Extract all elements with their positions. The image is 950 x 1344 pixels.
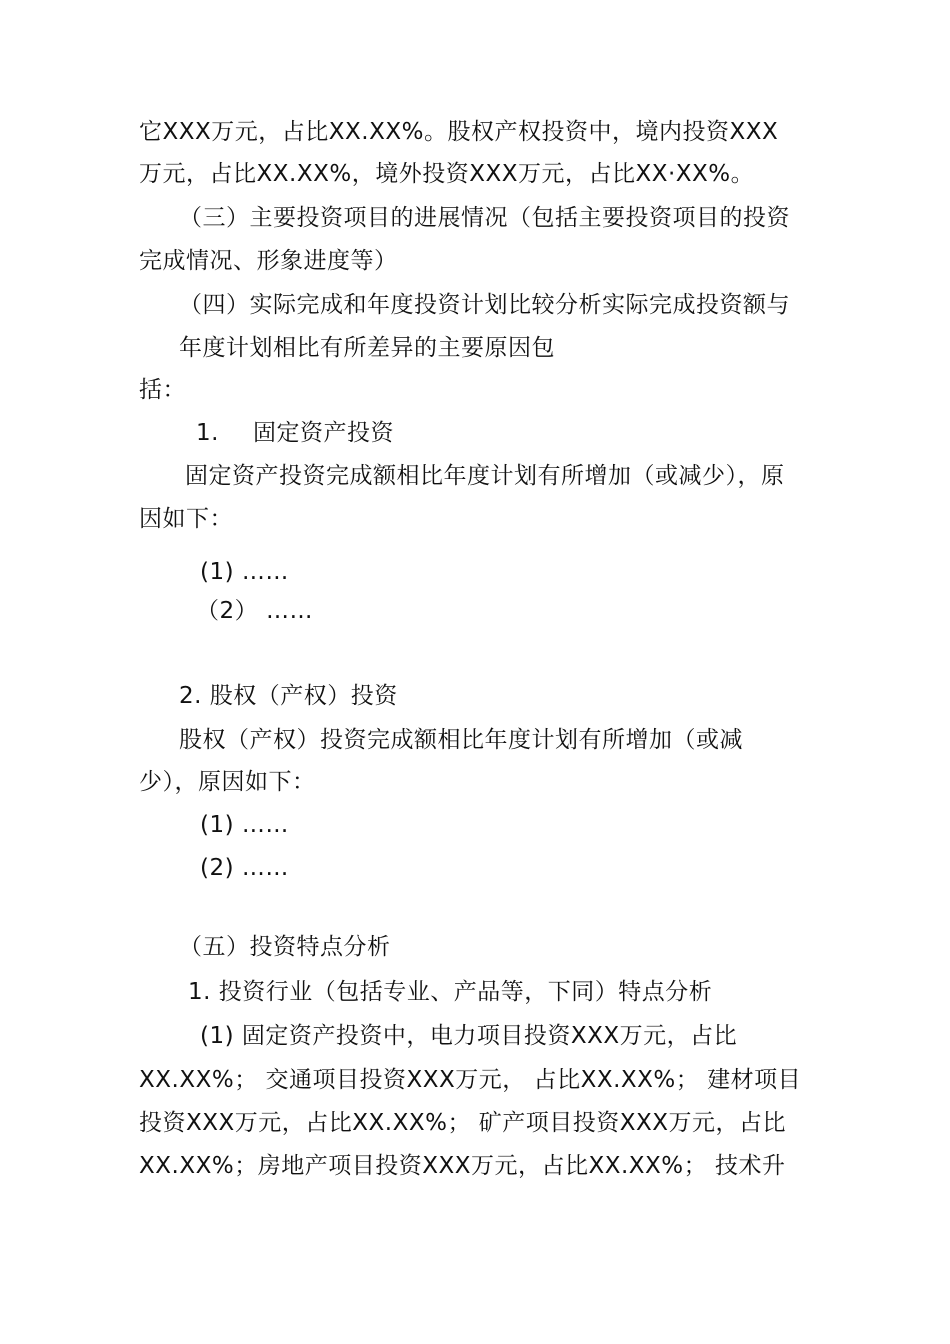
section-heading: （三）主要投资项目的进展情况（包括主要投资项目的投资 xyxy=(179,205,790,231)
paragraph-line: 因如下： xyxy=(139,506,233,532)
paragraph-line: 年度计划相比有所差异的主要原因包 xyxy=(179,335,555,361)
subsection-heading: 固定资产投资 xyxy=(253,420,394,446)
section-heading: （四）实际完成和年度投资计划比较分析实际完成投资额与 xyxy=(179,292,790,318)
paragraph-line: 投资XXX万元，占比XX.XX%； 矿产项目投资XXX万元，占比 xyxy=(139,1110,787,1136)
list-item: (2) …… xyxy=(200,855,289,881)
paragraph-line: (1) 固定资产投资中，电力项目投资XXX万元，占比 xyxy=(200,1023,738,1049)
paragraph-line: 万元，占比XX.XX%，境外投资XXX万元，占比XX·XX%。 xyxy=(139,161,755,187)
paragraph-line: 它XXX万元，占比XX.XX%。股权产权投资中，境内投资XXX xyxy=(139,119,779,145)
paragraph-line: 括： xyxy=(139,377,186,403)
subsection-heading: 1. 投资行业（包括专业、产品等，下同）特点分析 xyxy=(188,979,713,1005)
subsection-heading: 2. 股权（产权）投资 xyxy=(179,683,398,709)
paragraph-line: XX.XX%； 交通项目投资XXX万元， 占比XX.XX%； 建材项目 xyxy=(139,1067,802,1093)
section-heading: （五）投资特点分析 xyxy=(179,934,391,960)
paragraph-line: 完成情况、形象进度等） xyxy=(139,248,398,274)
list-number: 1. xyxy=(196,420,219,446)
list-item: (1) …… xyxy=(200,812,289,838)
paragraph-line: XX.XX%；房地产项目投资XXX万元，占比XX.XX%； 技术升 xyxy=(139,1153,786,1179)
paragraph-line: 少），原因如下： xyxy=(139,769,316,795)
paragraph-line: 固定资产投资完成额相比年度计划有所增加（或减少），原 xyxy=(185,463,785,489)
paragraph-line: 股权（产权）投资完成额相比年度计划有所增加（或减 xyxy=(179,727,743,753)
list-item: （2） …… xyxy=(196,598,313,624)
list-item: (1) …… xyxy=(200,559,289,585)
